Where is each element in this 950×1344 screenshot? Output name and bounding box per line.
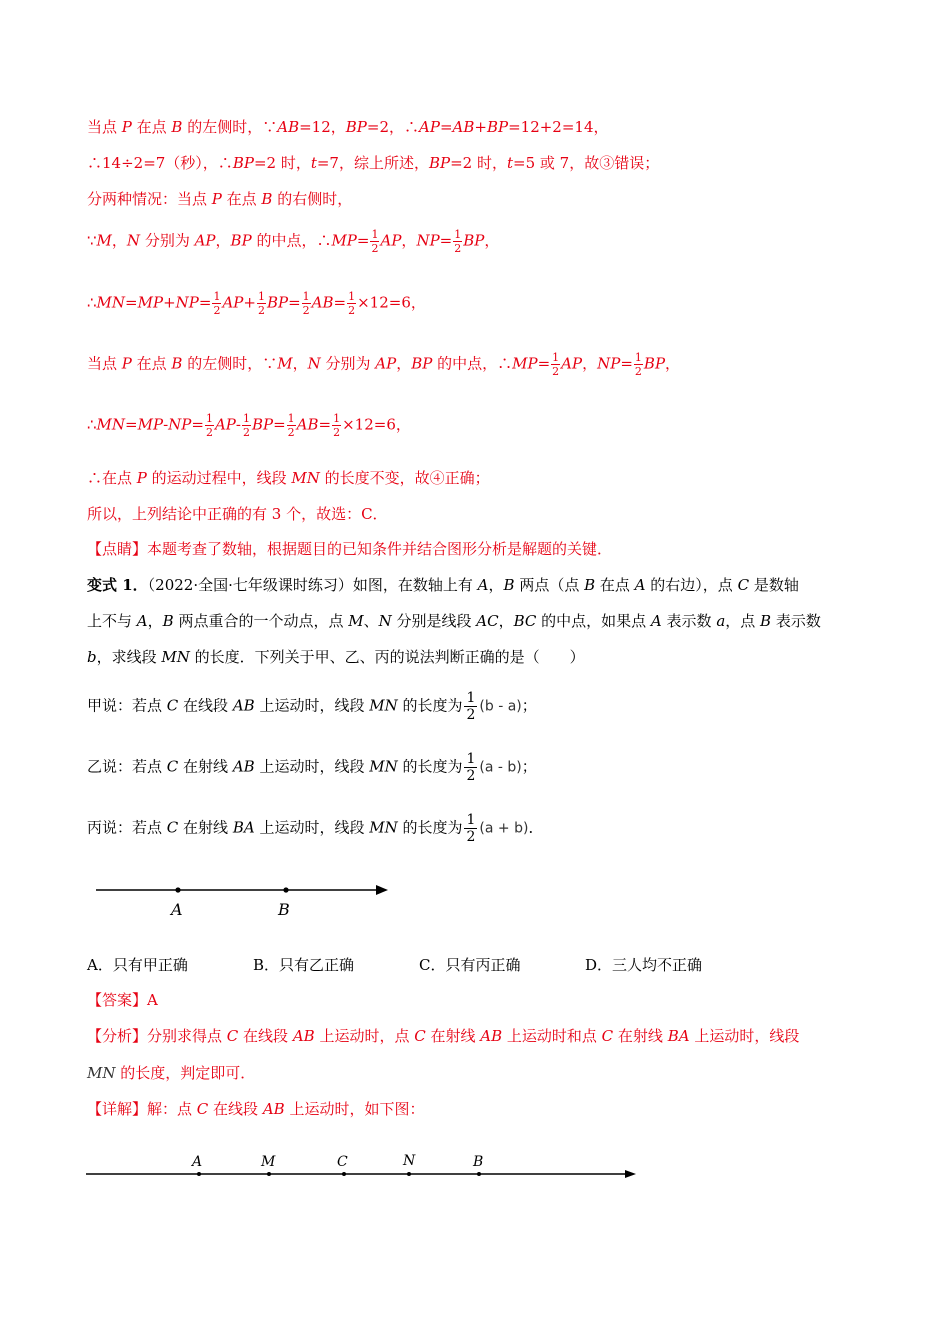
solution-line-1: 当点 P 在点 B 的左侧时，∵AB=12，BP=2，∴AP=AB+BP=12+2=14， bbox=[87, 118, 609, 136]
option-b[interactable]: B．只有乙正确 bbox=[253, 956, 355, 974]
point-c bbox=[342, 1172, 346, 1176]
fraction: $\frac{1}{2}$ bbox=[634, 351, 642, 378]
fraction: $\frac{1}{2}$ bbox=[454, 228, 462, 255]
statement-bing: 丙说：若点 C 在射线 BA 上运动时，线段 MN 的长度为 $\frac{1}{2}$ (a + b)． bbox=[87, 812, 544, 845]
key-point: 【点睛】本题考查了数轴，根据题目的已知条件并结合图形分析是解题的关键． bbox=[87, 540, 613, 558]
option-a[interactable]: A．只有甲正确 bbox=[87, 956, 188, 974]
fraction: $\frac{1}{2}$ bbox=[371, 228, 379, 255]
label-n: N bbox=[403, 1153, 416, 1169]
point-m bbox=[267, 1172, 271, 1176]
label-a: A bbox=[192, 1154, 203, 1170]
statement-jia: 甲说：若点 C 在线段 AB 上运动时，线段 MN 的长度为 $\frac{1}{2}$ (b - a)； bbox=[87, 690, 537, 723]
solution-line-5: ∴MN=MP+NP= $\frac{1}{2}$ AP+ $\frac{1}{2}$ BP= $\frac{1}{2}$ AB= $\frac{1}{2}$ ×12=6， bbox=[87, 290, 426, 317]
problem-label: 变式 1． bbox=[87, 576, 148, 594]
point-a bbox=[197, 1172, 201, 1176]
fraction: $\frac{1}{2}$ bbox=[205, 412, 213, 439]
solution-line-4: ∵M，N 分别为 AP，BP 的中点，∴MP= $\frac{1}{2}$ AP，NP= $\frac{1}{2}$ BP， bbox=[87, 228, 500, 255]
number-line-figure-2 bbox=[84, 1146, 644, 1186]
analysis-line-2: MN 的长度，判定即可． bbox=[87, 1064, 256, 1082]
fraction: $\frac{1}{2}$ bbox=[466, 690, 476, 723]
problem-line-3: b，求线段 MN 的长度．下列关于甲、乙、丙的说法判断正确的是（ ） bbox=[87, 648, 585, 666]
label-a: A bbox=[171, 900, 183, 919]
detail-line: 【详解】解：点 C 在线段 AB 上运动时，如下图： bbox=[87, 1100, 425, 1118]
fraction: $\frac{1}{2}$ bbox=[552, 351, 560, 378]
problem-line-1: 变式 1．（2022·全国·七年级课时练习）如图，在数轴上有 A，B 两点（点 B 在点 A 的右边），点 C 是数轴 bbox=[87, 576, 799, 594]
fraction: $\frac{1}{2}$ bbox=[333, 412, 341, 439]
point-a bbox=[175, 887, 180, 892]
fraction: $\frac{1}{2}$ bbox=[257, 290, 265, 317]
option-c[interactable]: C．只有丙正确 bbox=[419, 956, 521, 974]
solution-line-8: ∴在点 P 的运动过程中，线段 MN 的长度不变，故④正确； bbox=[87, 469, 490, 487]
label-m: M bbox=[261, 1154, 276, 1170]
fraction: $\frac{1}{2}$ bbox=[213, 290, 221, 317]
statement-yi: 乙说：若点 C 在射线 AB 上运动时，线段 MN 的长度为 $\frac{1}{2}$ (a - b)； bbox=[87, 751, 537, 784]
solution-line-2: ∴14÷2=7（秒），∴BP=2 时，t=7，综上所述，BP=2 时，t=5 或 7，故③错误； bbox=[87, 154, 660, 172]
label-b: B bbox=[473, 1154, 484, 1170]
number-line-figure-1 bbox=[90, 876, 400, 926]
fraction: $\frac{1}{2}$ bbox=[242, 412, 250, 439]
option-d[interactable]: D．三人均不正确 bbox=[585, 956, 703, 974]
arrow-head-icon bbox=[376, 885, 388, 895]
analysis-line-1: 【分析】分别求得点 C 在线段 AB 上运动时，点 C 在射线 AB 上运动时和点 C 在射线 BA 上运动时，线段 bbox=[87, 1027, 800, 1045]
point-b bbox=[477, 1172, 481, 1176]
solution-line-6: 当点 P 在点 B 的左侧时，∵M，N 分别为 AP，BP 的中点，∴MP= $\frac{1}{2}$ AP，NP= $\frac{1}{2}$ BP， bbox=[87, 351, 681, 378]
solution-conclusion: 所以，上列结论中正确的有 3 个，故选：C． bbox=[87, 505, 388, 523]
point-b bbox=[283, 887, 288, 892]
solution-line-3: 分两种情况：当点 P 在点 B 的右侧时， bbox=[87, 190, 353, 208]
fraction: $\frac{1}{2}$ bbox=[466, 751, 476, 784]
answer-value: A bbox=[147, 991, 158, 1009]
problem-line-2: 上不与 A，B 两点重合的一个动点，点 M、N 分别是线段 AC，BC 的中点，如果点 A 表示数 a，点 B 表示数 bbox=[87, 612, 821, 630]
label-c: C bbox=[337, 1154, 348, 1170]
answer-options bbox=[87, 955, 751, 975]
point-n bbox=[407, 1172, 411, 1176]
answer-line: 【答案】A bbox=[87, 991, 158, 1009]
fraction: $\frac{1}{2}$ bbox=[466, 812, 476, 845]
label-b: B bbox=[278, 900, 290, 919]
fraction: $\frac{1}{2}$ bbox=[348, 290, 356, 317]
arrow-head-icon bbox=[625, 1170, 636, 1178]
solution-line-7: ∴MN=MP-NP= $\frac{1}{2}$ AP- $\frac{1}{2}$ BP= $\frac{1}{2}$ AB= $\frac{1}{2}$ ×12=6， bbox=[87, 412, 411, 439]
fraction: $\frac{1}{2}$ bbox=[287, 412, 295, 439]
fraction: $\frac{1}{2}$ bbox=[302, 290, 310, 317]
